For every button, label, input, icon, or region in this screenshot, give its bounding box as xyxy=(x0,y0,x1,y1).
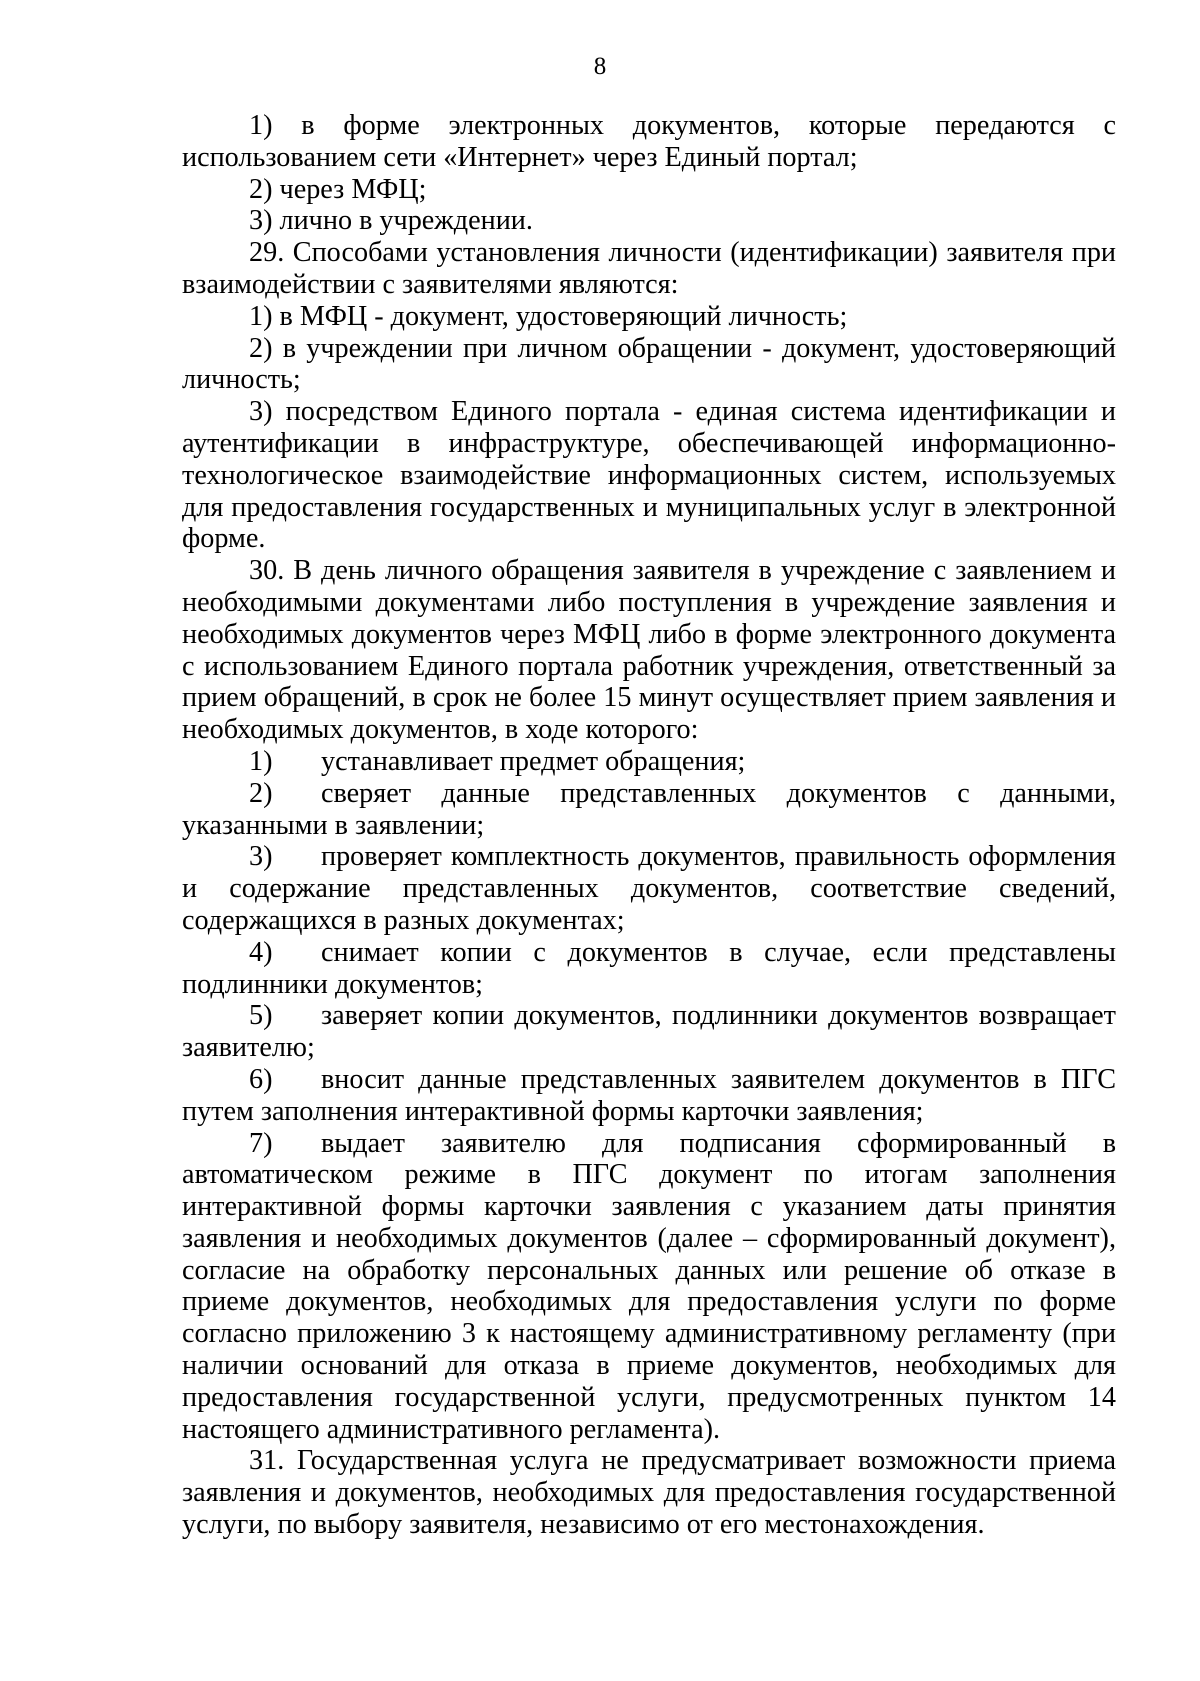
list-item xyxy=(182,746,1116,778)
list-item xyxy=(182,841,1116,936)
paragraph-31: 31. Государственная услуга не предусматривает возможности приема заявления и документов, необходимых для предоставления государственной услуги, по выбору заявителя, независимо от его местонахождения. xyxy=(182,1445,1116,1541)
list-item xyxy=(182,1128,1116,1446)
list-item-text: заверяет копии документов, подлинники документов возвращает заявителю; xyxy=(182,1000,1116,1064)
list-item-number: 2) xyxy=(249,777,273,809)
list-item-text: вносит данные представленных заявителем документов в ПГС путем заполнения интерактивной формы карточки заявления; xyxy=(182,1063,1116,1127)
list-item-number: 3) xyxy=(249,841,273,873)
paragraph-item-2: 2) через МФЦ; xyxy=(249,173,427,205)
paragraph-29-item-3: 3) посредством Единого портала - единая система идентификации и аутентификации в инфраструктуре, обеспечивающей информационно-технологическое взаимодействие информационных систем, используемых для предоставления государственных и муниципальных услуг в электронной форме. xyxy=(182,396,1116,555)
list-item-text: снимает копии с документов в случае, если представлены подлинники документов; xyxy=(182,936,1116,1000)
list-item-text: проверяет комплектность документов, правильность оформления и содержание представленных документов, соответствие сведений, содержащихся в разных документах; xyxy=(182,841,1116,936)
document-body xyxy=(182,110,1116,1541)
list-item-number: 7) xyxy=(249,1127,273,1159)
list-item-number: 1) xyxy=(249,745,273,777)
list-item-number: 4) xyxy=(249,936,273,968)
list-item-number: 5) xyxy=(249,1000,273,1032)
paragraph-29-item-2: 2) в учреждении при личном обращении - документ, удостоверяющий личность; xyxy=(182,332,1116,396)
paragraph-item-1: 1) в форме электронных документов, которые передаются с использованием сети «Интернет» через Единый портал; xyxy=(182,110,1116,173)
list-item xyxy=(182,1064,1116,1128)
paragraph-30: 30. В день личного обращения заявителя в учреждение с заявлением и необходимыми документами либо поступления в учреждение заявления и необходимых документов через МФЦ либо в форме электронного документа с использованием Единого портала работник учреждения, ответственный за прием обращений, в срок не более 15 минут осуществляет прием заявления и необходимых документов, в ходе которого: xyxy=(182,555,1116,746)
list-item-text: выдает заявителю для подписания сформированный в автоматическом режиме в ПГС документ по итогам заполнения интерактивной формы карточки заявления с указанием даты принятия заявления и необходимых документов (далее – сформированный документ), согласие на обработку персональных данных или решение об отказе в приеме документов, необходимых для предоставления услуги по форме согласно приложению 3 к настоящему административному регламенту (при наличии оснований для отказа в приеме документов, необходимых для предоставления государственной услуги, предусмотренных пунктом 14 настоящего административного регламента). xyxy=(182,1127,1116,1445)
paragraph-29-item-1: 1) в МФЦ - документ, удостоверяющий личность; xyxy=(249,300,848,332)
list-item xyxy=(182,778,1116,842)
list-item-number: 6) xyxy=(249,1063,273,1095)
paragraph-29: 29. Способами установления личности (идентификации) заявителя при взаимодействии с заявителями являются: xyxy=(182,237,1116,300)
list-item xyxy=(182,937,1116,1001)
list-item xyxy=(182,1000,1116,1064)
list-item-text: сверяет данные представленных документов с данными, указанными в заявлении; xyxy=(182,777,1116,841)
paragraph-item-3: 3) лично в учреждении. xyxy=(249,205,533,237)
list-item-text: устанавливает предмет обращения; xyxy=(321,745,746,777)
page-number: 8 xyxy=(593,53,607,80)
